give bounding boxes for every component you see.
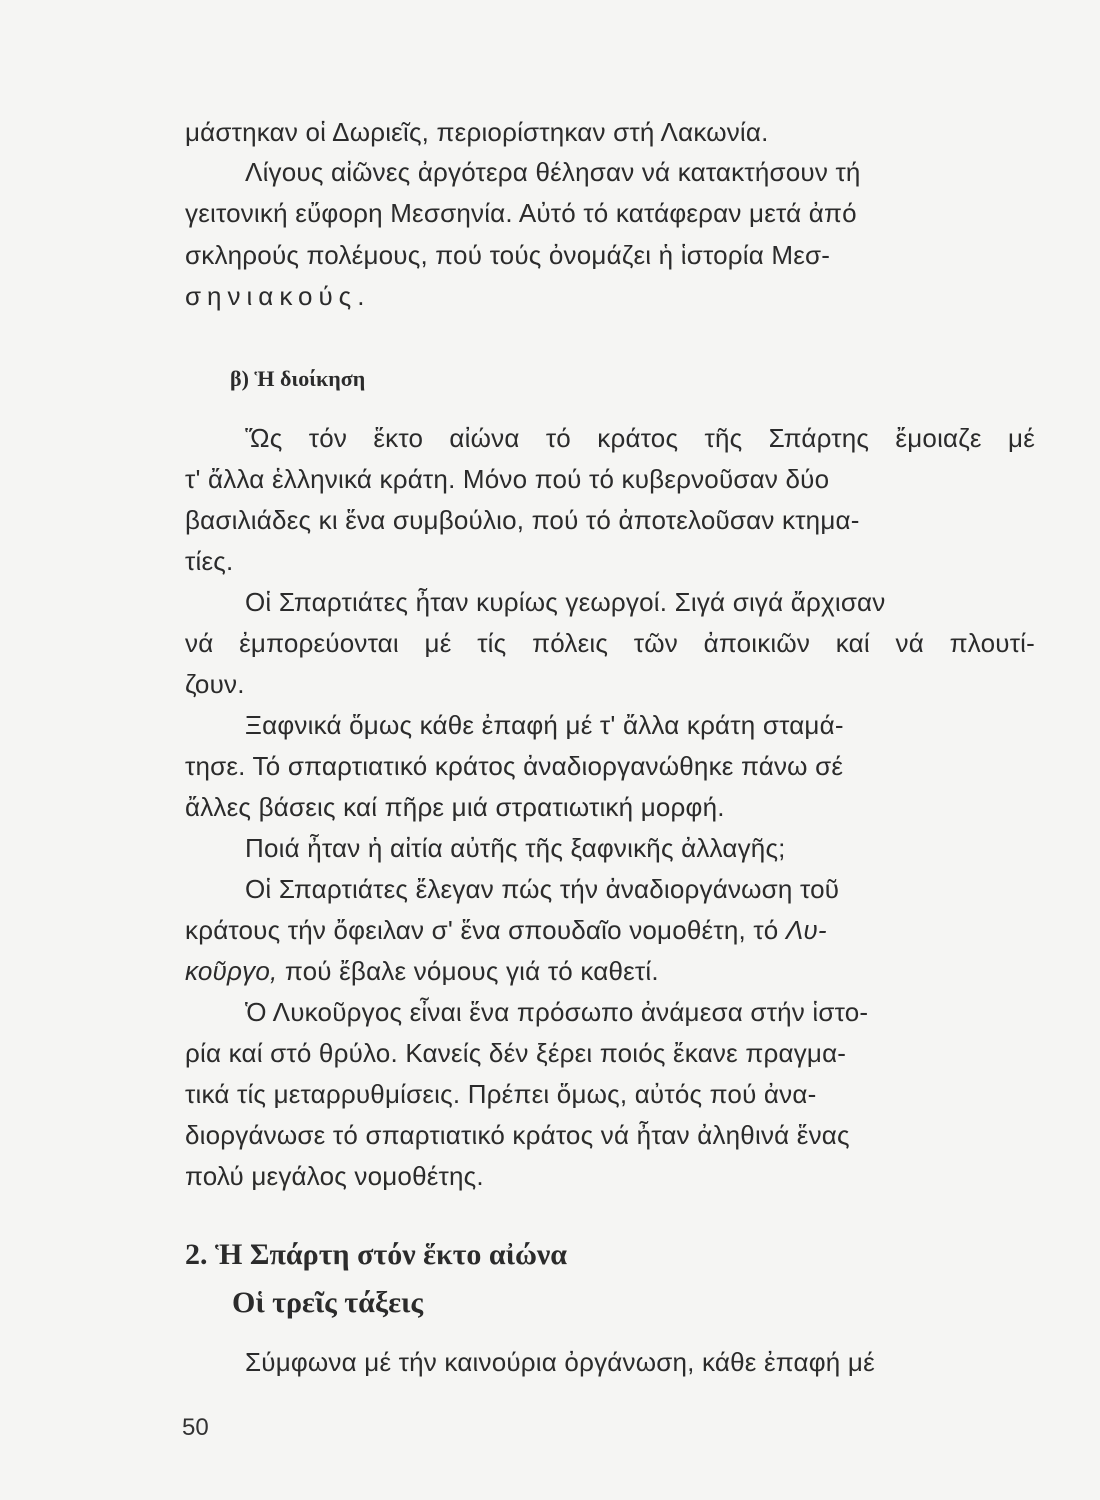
text-line: γειτονική εὔφορη Μεσσηνία. Αὐτό τό κατάφεραν μετά ἀπό [185,198,857,228]
text-line: πολύ μεγάλος νομοθέτης. [185,1161,484,1191]
text-line: Ποιά ἦταν ἡ αἰτία αὐτῆς τῆς ξαφνικῆς ἀλλαγῆς; [245,833,786,863]
text-line: Ὥς τόν ἕκτο αἰώνα τό κράτος τῆς Σπάρτης ἔμοιαζε μέ [245,423,1035,453]
text-line: βασιλιάδες κι ἕνα συμβούλιο, πού τό ἀποτελοῦσαν κτημα- [185,505,860,535]
text-line: σηνιακούς. [185,281,371,311]
text-line: ρία καί στό θρύλο. Κανείς δέν ξέρει ποιός ἔκανε πραγμα- [185,1038,847,1068]
text-line: Ξαφνικά ὅμως κάθε ἐπαφή μέ τ' ἄλλα κράτη σταμά- [245,710,844,740]
page-number: 50 [182,1414,209,1441]
text-line: τικά τίς μεταρρυθμίσεις. Πρέπει ὅμως, αὐτός πού ἀνα- [185,1079,817,1109]
name-lykourgos-part2: κοῦργο, [185,956,278,986]
chapter-title: 2. Ἡ Σπάρτη στόν ἕκτο αἰώνα [185,1238,568,1271]
text-line: κοῦργο, πού ἔβαλε νόμους γιά τό καθετί. [185,956,659,986]
text-line: Λίγους αἰῶνες ἀργότερα θέλησαν νά κατακτήσουν τή [245,157,861,187]
text-line: κράτους τήν ὄφειλαν σ' ἕνα σπουδαῖο νομοθέτη, τό Λυ- [185,915,827,945]
name-lykourgos-part1: Λυ- [785,915,827,945]
text-line: τησε. Τό σπαρτιατικό κράτος ἀναδιοργανώθηκε πάνω σέ [185,751,844,781]
text-line: διοργάνωσε τό σπαρτιατικό κράτος νά ἦταν ἀληθινά ἕνας [185,1120,850,1150]
text-line: Οἱ Σπαρτιάτες ἔλεγαν πώς τήν ἀναδιοργάνωση τοῦ [245,874,840,904]
text-line: Ὁ Λυκοῦργος εἶναι ἕνα πρόσωπο ἀνάμεσα στήν ἱστο- [245,997,869,1027]
chapter-subtitle: Οἱ τρεῖς τάξεις [232,1286,424,1319]
text-line: Σύμφωνα μέ τήν καινούρια ὀργάνωση, κάθε ἐπαφή μέ [245,1347,875,1377]
text-line: σκληρούς πολέμους, πού τούς ὀνομάζει ἡ ἱστορία Μεσ- [185,240,831,270]
text-line: νά ἐμπορεύονται μέ τίς πόλεις τῶν ἀποικιῶν καί νά πλουτί- [185,628,1035,658]
text-line: μάστηκαν οἱ Δωριεῖς, περιορίστηκαν στή Λακωνία. [185,117,769,147]
text-line: ἄλλες βάσεις καί πῆρε μιά στρατιωτική μορφή. [185,792,725,822]
text-line: ζουν. [185,669,245,699]
text-line: Οἱ Σπαρτιάτες ἦταν κυρίως γεωργοί. Σιγά σιγά ἄρχισαν [245,587,886,617]
text-line: τ' ἄλλα ἑλληνικά κράτη. Μόνο πού τό κυβερνοῦσαν δύο [185,464,830,494]
text-line: τίες. [185,546,234,576]
section-subheading: β) Ἡ διοίκηση [230,366,366,391]
